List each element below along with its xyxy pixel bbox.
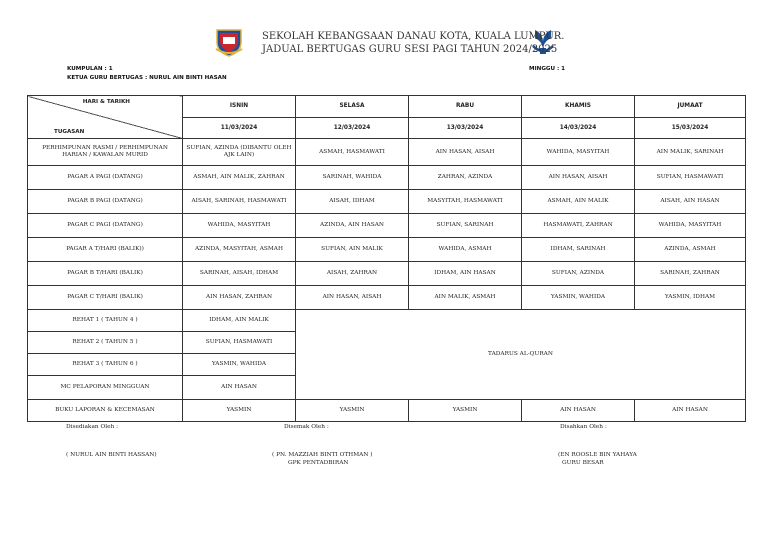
duty-cell: YASMIN xyxy=(409,400,522,422)
duty-cell: AZINDA, MASYITAH, ASMAH xyxy=(183,238,296,262)
duty-cell: AIN HASAN xyxy=(522,400,635,422)
kumpulan-label: KUMPULAN : 1 xyxy=(67,66,113,72)
minggu-label: MINGGU : 1 xyxy=(529,66,566,72)
ketua-label: KETUA GURU BERTUGAS : NURUL AIN BINTI HASAN xyxy=(67,75,227,81)
table-row xyxy=(28,310,746,332)
task-cell: REHAT 3 ( TAHUN 6 ) xyxy=(28,354,183,376)
task-cell: PAGAR C T/HARI (BALIK) xyxy=(28,286,183,310)
duty-table xyxy=(27,95,746,422)
duty-cell: YASMIN, WAHIDA xyxy=(183,354,296,376)
duty-cell: SUFIAN, HASMAWATI xyxy=(183,332,296,354)
duty-cell: SUFIAN, AZINDA xyxy=(522,262,635,286)
day-wednesday: RABU xyxy=(409,96,522,118)
duty-cell: AISAH, AIN HASAN xyxy=(635,190,746,214)
duty-cell: AIN HASAN xyxy=(183,376,296,400)
duty-cell: IDHAM, SARINAH xyxy=(522,238,635,262)
approved-by-name: (EN ROOSLE BIN YAHAYA xyxy=(558,452,637,458)
prepared-by-name: ( NURUL AIN BINTI HASSAN) xyxy=(66,452,157,458)
task-cell: PAGAR B PAGI (DATANG) xyxy=(28,190,183,214)
checked-by-name: ( PN. MAZZIAH BINTI OTHMAN ) xyxy=(272,452,373,458)
school-crest-logo xyxy=(214,27,244,57)
task-cell: MC PELAPORAN MINGGUAN xyxy=(28,376,183,400)
duty-cell: ASMAH, AIN MALIK xyxy=(522,190,635,214)
duty-cell: AIN HASAN, AISAH xyxy=(409,139,522,166)
duty-cell: YASMIN xyxy=(183,400,296,422)
schedule-subtitle: JADUAL BERTUGAS GURU SESI PAGI TAHUN 2024/2025 xyxy=(262,44,558,55)
table-row xyxy=(28,139,746,166)
date-friday: 15/03/2024 xyxy=(635,118,746,139)
duty-cell: SUFIAN, AZINDA (DIBANTU OLEH AJK LAIN) xyxy=(183,139,296,166)
tadarus-merged-cell: TADARUS AL-QURAN xyxy=(296,310,746,400)
task-cell: PAGAR C PAGI (DATANG) xyxy=(28,214,183,238)
duty-cell: WAHIDA, MASYITAH xyxy=(183,214,296,238)
duty-cell: ASMAH, AIN MALIK, ZAHRAN xyxy=(183,166,296,190)
prepared-by-label: Disediakan Oleh : xyxy=(66,424,119,430)
corner-cell xyxy=(28,96,183,139)
duty-cell: SARINAH, ZAHRAN xyxy=(635,262,746,286)
duty-cell: SARINAH, WAHIDA xyxy=(296,166,409,190)
day-thursday: KHAMIS xyxy=(522,96,635,118)
duty-cell: AISAH, ZAHRAN xyxy=(296,262,409,286)
task-cell: REHAT 2 ( TAHUN 5 ) xyxy=(28,332,183,354)
duty-cell: SARINAH, AISAH, IDHAM xyxy=(183,262,296,286)
checked-by-label: Disemak Oleh : xyxy=(284,424,329,430)
task-cell: PERHIMPUNAN RASMI / PERHIMPUNAN HARIAN / KAWALAN MURID xyxy=(28,139,183,166)
duty-cell: IDHAM, AIN MALIK xyxy=(183,310,296,332)
date-monday: 11/03/2024 xyxy=(183,118,296,139)
checked-by-role: GPK PENTADBIRAN xyxy=(288,460,349,466)
task-cell: REHAT 1 ( TAHUN 4 ) xyxy=(28,310,183,332)
day-monday: ISNIN xyxy=(183,96,296,118)
duty-cell: MASYITAH, HASMAWATI xyxy=(409,190,522,214)
duty-cell: AIN HASAN, AISAH xyxy=(522,166,635,190)
duty-cell: SUFIAN, SARINAH xyxy=(409,214,522,238)
table-row xyxy=(28,190,746,214)
table-row xyxy=(28,262,746,286)
duty-cell: AIN MALIK, SARINAH xyxy=(635,139,746,166)
duty-cell: HASMAWATI, ZAHRAN xyxy=(522,214,635,238)
corner-day-date-label: HARI & TARIKH xyxy=(82,99,130,105)
document-title xyxy=(262,30,564,56)
date-tuesday: 12/03/2024 xyxy=(296,118,409,139)
duty-cell: SUFIAN, HASMAWATI xyxy=(635,166,746,190)
duty-cell: AIN HASAN, AISAH xyxy=(296,286,409,310)
table-row xyxy=(28,214,746,238)
duty-cell: WAHIDA, MASYITAH xyxy=(522,139,635,166)
duty-cell: ZAHRAN, AZINDA xyxy=(409,166,522,190)
duty-cell: WAHIDA, MASYITAH xyxy=(635,214,746,238)
approved-by-label: Disahkan Oleh : xyxy=(560,424,607,430)
duty-cell: AZINDA, AIN HASAN xyxy=(296,214,409,238)
duty-cell: AZINDA, ASMAH xyxy=(635,238,746,262)
task-cell: BUKU LAPORAN & KECEMASAN xyxy=(28,400,183,422)
duty-cell: AIN MALIK, ASMAH xyxy=(409,286,522,310)
duty-cell: YASMIN, IDHAM xyxy=(635,286,746,310)
duty-cell: AIN HASAN xyxy=(635,400,746,422)
duty-cell: YASMIN, WAHIDA xyxy=(522,286,635,310)
duty-cell: SUFIAN, AIN MALIK xyxy=(296,238,409,262)
duty-cell: WAHIDA, ASMAH xyxy=(409,238,522,262)
duty-cell: YASMIN xyxy=(296,400,409,422)
day-header-row xyxy=(28,96,746,118)
task-cell: PAGAR B T/HARI (BALIK) xyxy=(28,262,183,286)
task-cell: PAGAR A T/HARI (BALIK)) xyxy=(28,238,183,262)
table-row xyxy=(28,166,746,190)
date-wednesday: 13/03/2024 xyxy=(409,118,522,139)
duty-cell: AISAH, IDHAM xyxy=(296,190,409,214)
duty-cell: IDHAM, AIN HASAN xyxy=(409,262,522,286)
duty-cell: AISAH, SARINAH, HASMAWATI xyxy=(183,190,296,214)
day-tuesday: SELASA xyxy=(296,96,409,118)
school-name: SEKOLAH KEBANGSAAN DANAU KOTA, KUALA LUMPUR. xyxy=(262,31,565,42)
day-friday: JUMAAT xyxy=(635,96,746,118)
task-cell: PAGAR A PAGI (DATANG) xyxy=(28,166,183,190)
table-row xyxy=(28,286,746,310)
approved-by-role: GURU BESAR xyxy=(562,460,604,466)
table-row xyxy=(28,400,746,422)
table-row xyxy=(28,238,746,262)
duty-cell: AIN HASAN, ZAHRAN xyxy=(183,286,296,310)
date-thursday: 14/03/2024 xyxy=(522,118,635,139)
corner-task-label: TUGASAN xyxy=(54,129,85,135)
duty-cell: ASMAH, HASMAWATI xyxy=(296,139,409,166)
